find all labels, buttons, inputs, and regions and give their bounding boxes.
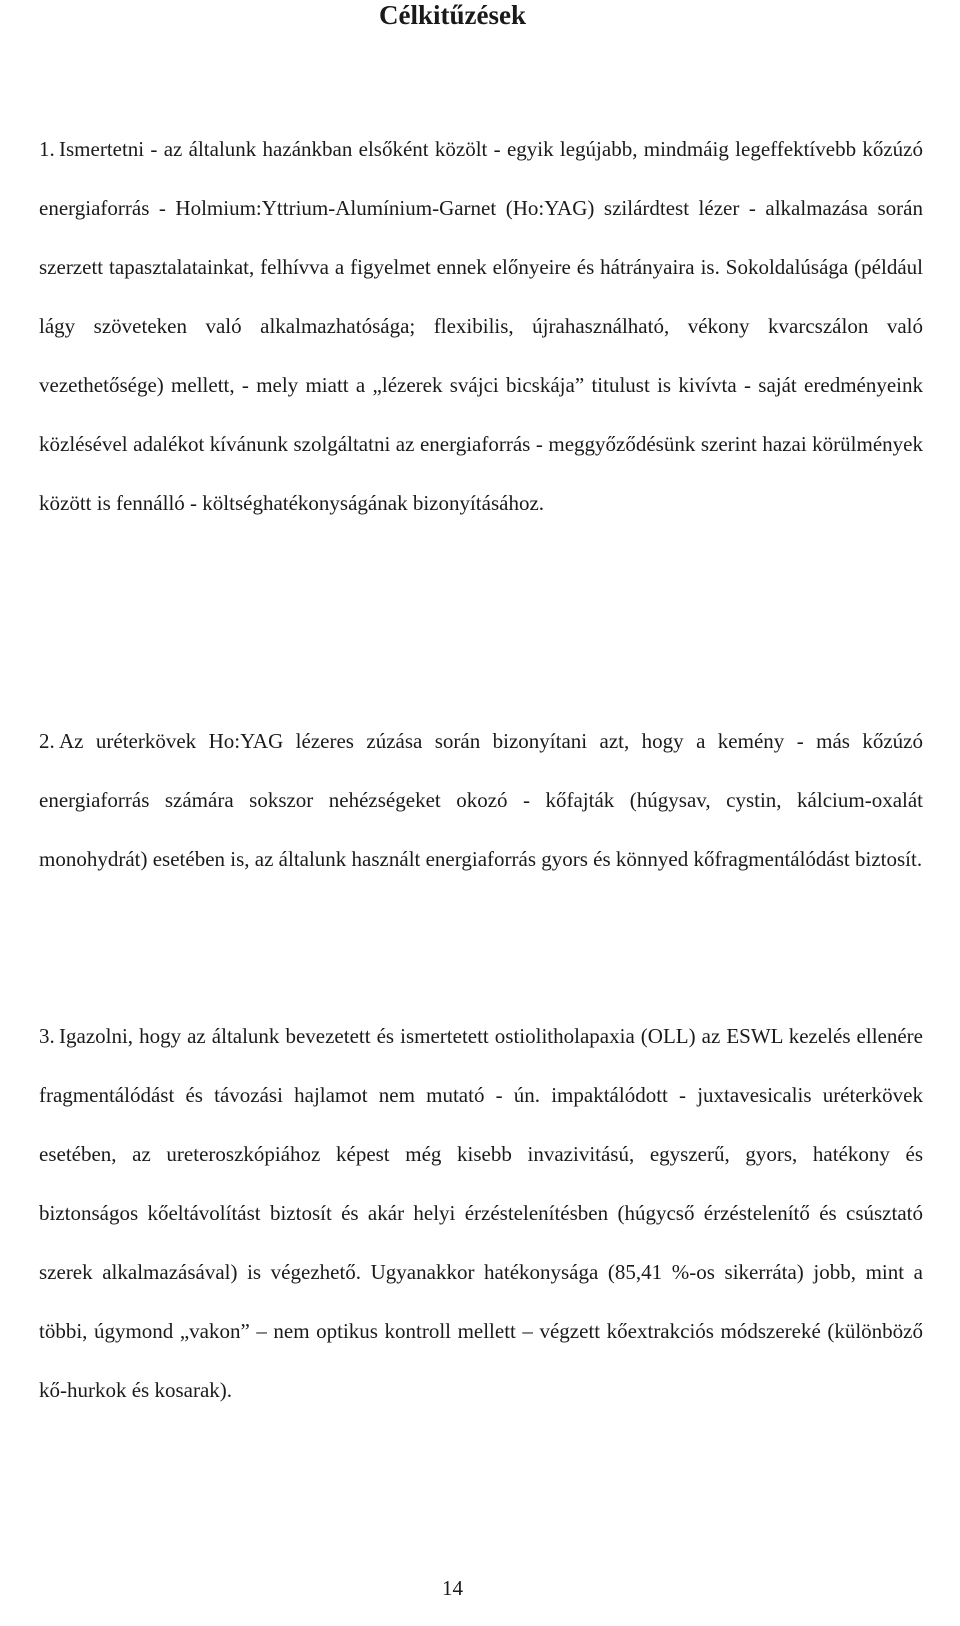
list-item-1: [39, 120, 923, 533]
page-title: Célkitűzések: [379, 0, 526, 30]
list-item-number: 3.: [39, 1024, 55, 1048]
list-item-3: [39, 1007, 923, 1420]
list-item-number: 2.: [39, 729, 55, 753]
list-item-text: Az uréterkövek Ho:YAG lézeres zúzása során bizonyítani azt, hogy a kemény - más kőzúzó energiaforrás számára sokszor nehézségeket okozó - kőfajták (húgysav, cystin, kálcium-oxalát monohydrát) esetében is, az általunk használt energiaforrás gyors és könnyed kőfragmentálódást biztosít.: [39, 729, 923, 871]
list-item-number: 1.: [39, 137, 55, 161]
page-number: 14: [442, 1576, 463, 1600]
list-item-2: [39, 712, 923, 889]
list-item-text: Igazolni, hogy az általunk bevezetett és ismertetett ostiolitholapaxia (OLL) az ESWL kezelés ellenére fragmentálódást és távozási hajlamot nem mutató - ún. impaktálódott - juxtavesicalis uréterkövek esetében, az ureteroszkópiához képest még kisebb invazivitású, egyszerű, gyors, hatékony és biztonságos kőeltávolítást biztosít és akár helyi érzéstelenítésben (húgycső érzéstelenítő és csúsztató szerek alkalmazásával) is végezhető. Ugyanakkor hatékonysága (85,41 %-os sikerráta) jobb, mint a többi, úgymond „vakon” – nem optikus kontroll mellett – végzett kőextrakciós módszereké (különböző kő-hurkok és kosarak).: [39, 1024, 923, 1402]
list-item-text: Ismertetni - az általunk hazánkban elsőként közölt - egyik legújabb, mindmáig legeffektívebb kőzúzó energiaforrás - Holmium:Yttrium-Alumínium-Garnet (Ho:YAG) szilárdtest lézer - alkalmazása során szerzett tapasztalatainkat, felhívva a figyelmet ennek előnyeire és hátrányaira is. Sokoldalúsága (például lágy szöveteken való alkalmazhatósága; flexibilis, újrahasználható, vékony kvarcszálon való vezethetősége) mellett, - mely miatt a „lézerek svájci bicskája” titulust is kivívta - saját eredményeink közlésével adalékot kívánunk szolgáltatni az energiaforrás - meggyőződésünk szerint hazai körülmények között is fennálló - költséghatékonyságának bizonyításához.: [39, 137, 923, 515]
